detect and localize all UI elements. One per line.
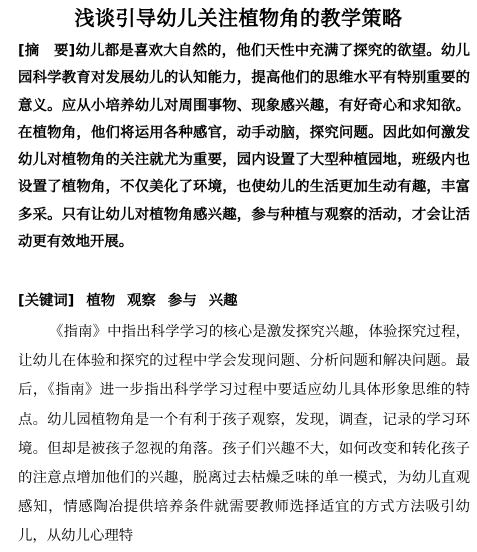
document-title: 浅谈引导幼儿关注植物角的教学策略 — [74, 6, 403, 30]
abstract-paragraph — [18, 38, 470, 256]
keyword: 兴趣 — [208, 293, 238, 309]
keywords-line — [18, 289, 470, 313]
keywords-label: [关键词] — [18, 293, 75, 309]
body-paragraph: 《指南》中指出科学学习的核心是激发探究兴趣，体验探究过程，让幼儿在体验和探究的过程中学会发现问题、分析问题和解决问题。最后，《指南》进一步指出科学学习过程中要适应幼儿具体形象思维的特点。幼儿园植物角是一个有利于孩子观察，发现，调查，记录的学习环境。但却是被孩子忽视的角落。孩子们兴趣不大，如何改变和转化孩子的注意点增加他们的兴趣，脱离过去枯燥乏味的单一模式，为幼儿直观感知，情感陶冶提供培养条件就需要教师选择适宜的方式方法吸引幼儿，从幼儿心理特 — [18, 324, 470, 545]
keyword: 植物 — [86, 293, 116, 309]
keyword: 观察 — [127, 293, 156, 309]
keyword: 参与 — [167, 293, 197, 309]
abstract-text: 幼儿都是喜欢大自然的，他们天性中充满了探究的欲望。幼儿园科学教育对发展幼儿的认知能力，提高他们的思维水平有特别重要的意义。应从小培养幼儿对周围事物、现象感兴趣，有好奇心和求知欲。在植物角，他们将运用各种感官，动手动脑，探究问题。因此如何激发幼儿对植物角的关注就尤为重要，园内设置了大型种植园地，班级内也设置了植物角，不仅美化了环境，也使幼儿的生活更加生动有趣，丰富多采。只有让幼儿对植物角感兴趣，参与种植与观察的活动，才会让活动更有效地开展。 — [18, 43, 470, 251]
abstract-label: [摘 要] — [18, 43, 76, 59]
